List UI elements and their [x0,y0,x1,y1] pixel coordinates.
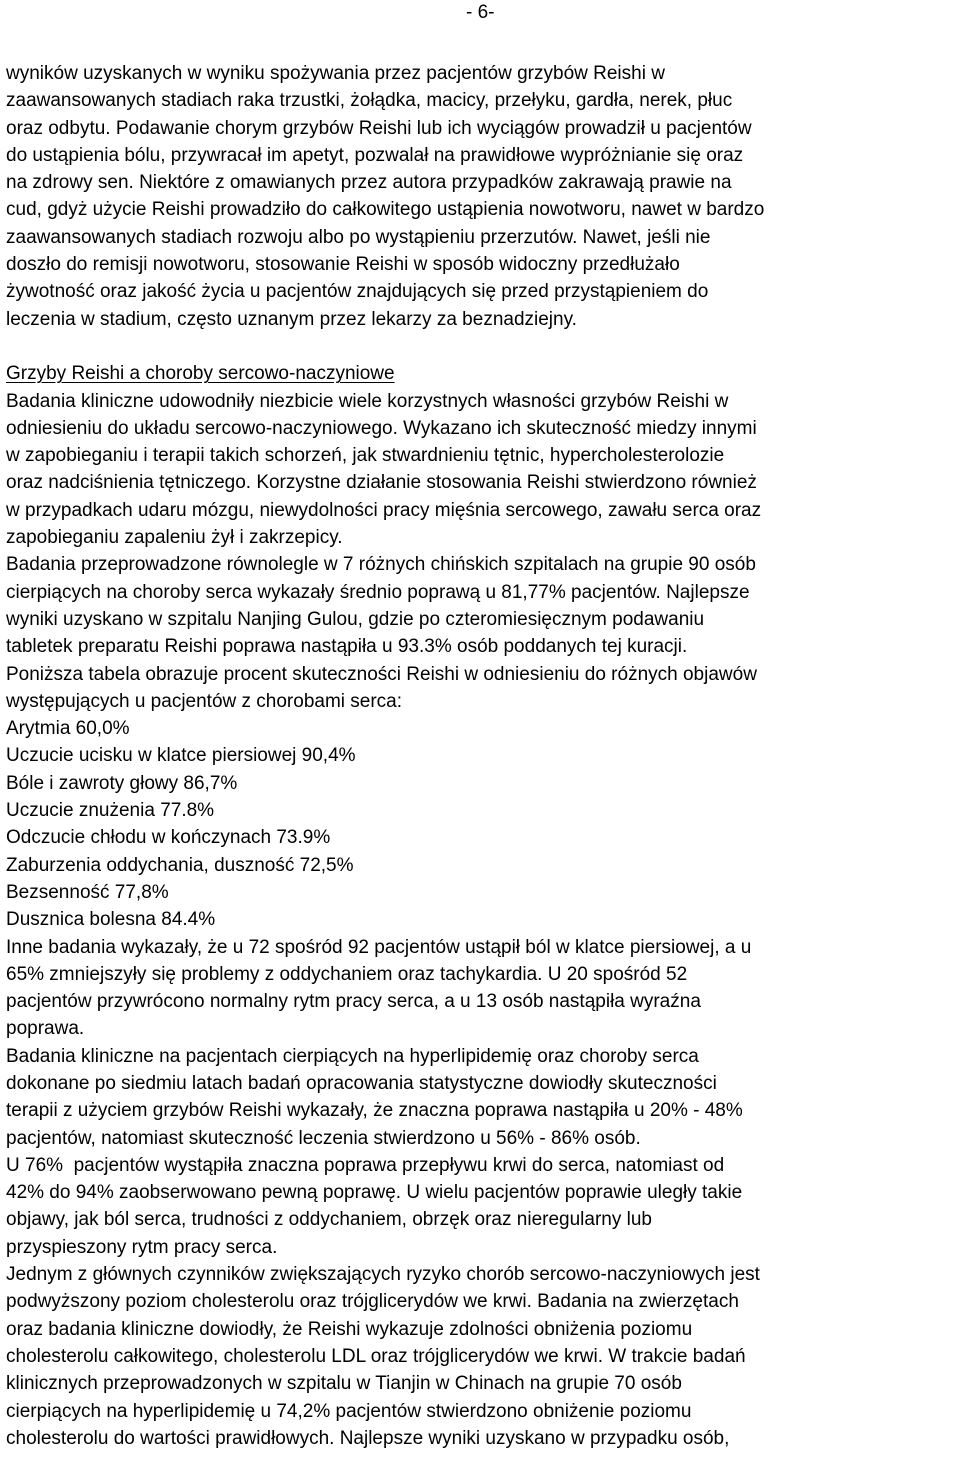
symptom-list-item: Dusznica bolesna 84.4% [6,909,216,931]
document-body [6,60,958,1452]
text-line: Badania kliniczne na pacjentach cierpiących na hyperlipidemię oraz choroby serca [6,1045,699,1067]
symptom-list-item: Uczucie znużenia 77.8% [6,800,215,822]
symptom-list-item: Zaburzenia oddychania, duszność 72,5% [6,854,354,876]
symptom-list-item: Arytmia 60,0% [6,718,130,740]
text-line: cholesterolu do wartości prawidłowych. Najlepsze wyniki uzyskano w przypadku osób, [6,1427,730,1449]
text-line: Inne badania wykazały, że u 72 spośród 92 pacjentów ustąpił ból w klatce piersiowej, a u [6,936,752,958]
text-line: cierpiących na hyperlipidemię u 74,2% pacjentów stwierdzono obniżenie poziomu [6,1400,692,1422]
text-line: oraz odbytu. Podawanie chorym grzybów Reishi lub ich wyciągów prowadził u pacjentów [6,117,752,139]
text-line: podwyższony poziom cholesterolu oraz trójglicerydów we krwi. Badania na zwierzętach [6,1291,739,1313]
section-cardiovascular [6,360,958,1452]
text-line: terapii z użyciem grzybów Reishi wykazały, że znaczna poprawa nastąpiła u 20% - 48% [6,1100,743,1122]
text-line: Poniższa tabela obrazuje procent skuteczności Reishi w odniesieniu do różnych objawów [6,663,757,685]
text-line: oraz badania kliniczne dowiodły, że Reishi wykazuje zdolności obniżenia poziomu [6,1318,693,1340]
text-line: cholesterolu całkowitego, cholesterolu LDL oraz trójglicerydów we krwi. W trakcie badań [6,1345,746,1367]
text-line: Badania kliniczne udowodniły niezbicie wiele korzystnych własności grzybów Reishi w [6,390,729,412]
text-line: występujących u pacjentów z chorobami serca: [6,690,403,712]
text-line: Badania przeprowadzone równolegle w 7 różnych chińskich szpitalach na grupie 90 osób [6,554,756,576]
text-line: żywotność oraz jakość życia u pacjentów znajdujących się przed przystąpieniem do [6,281,709,303]
paragraph-gap [6,333,958,360]
paragraph-intro [6,60,958,333]
text-line: zaawansowanych stadiach raka trzustki, żołądka, macicy, przełyku, gardła, nerek, płuc [6,90,733,112]
text-line: zapobieganiu zapaleniu żył i zakrzepicy. [6,527,343,549]
text-line: zaawansowanych stadiach rozwoju albo po wystąpieniu przerzutów. Nawet, jeśli nie [6,226,711,248]
symptom-list-item: Uczucie ucisku w klatce piersiowej 90,4% [6,745,356,767]
text-line: oraz nadciśnienia tętniczego. Korzystne działanie stosowania Reishi stwierdzono również [6,472,757,494]
text-line: odniesieniu do układu sercowo-naczyniowego. Wykazano ich skuteczność miedzy innymi [6,417,757,439]
text-line: objawy, jak ból serca, trudności z oddychaniem, obrzęk oraz nieregularny lub [6,1209,652,1231]
text-line: wyniki uzyskano w szpitalu Nanjing Gulou, gdzie po czteromiesięcznym podawaniu [6,608,705,630]
text-line: Jednym z głównych czynników zwiększających ryzyko chorób sercowo-naczyniowych jest [6,1264,760,1286]
text-line: przyspieszony rytm pracy serca. [6,1236,278,1258]
symptom-list-item: Bóle i zawroty głowy 86,7% [6,772,238,794]
section-heading: Grzyby Reishi a choroby sercowo-naczyniowe [6,363,395,385]
text-line: w przypadkach udaru mózgu, niewydolności pracy mięśnia sercowego, zawału serca oraz [6,499,762,521]
text-line: doszło do remisji nowotworu, stosowanie Reishi w sposób widoczny przedłużało [6,254,680,276]
text-line: w zapobieganiu i terapii takich schorzeń, jak stwardnieniu tętnic, hypercholesterolozie [6,445,725,467]
page-number: - 6- [466,2,495,23]
text-line: poprawa. [6,1018,85,1040]
text-line: tabletek preparatu Reishi poprawa nastąpiła u 93.3% osób poddanych tej kuracji. [6,636,688,658]
text-line: do ustąpienia bólu, przywracał im apetyt, pozwalał na prawidłowe wypróżnianie się oraz [6,144,744,166]
text-line: 65% zmniejszyły się problemy z oddychaniem oraz tachykardia. U 20 spośród 52 [6,963,688,985]
text-line: dokonane po siedmiu latach badań opracowania statystyczne dowiodły skuteczności [6,1072,717,1094]
text-line: U 76% pacjentów wystąpiła znaczna poprawa przepływu krwi do serca, natomiast od [6,1154,725,1176]
text-line: 42% do 94% zaobserwowano pewną poprawę. U wielu pacjentów poprawie uległy takie [6,1182,743,1204]
text-line: na zdrowy sen. Niektóre z omawianych przez autora przypadków zakrawają prawie na [6,172,732,194]
text-line: klinicznych przeprowadzonych w szpitalu w Tianjin w Chinach na grupie 70 osób [6,1373,682,1395]
text-line: cud, gdyż użycie Reishi prowadziło do całkowitego ustąpienia nowotworu, nawet w bardzo [6,199,765,221]
symptom-list-item: Odczucie chłodu w kończynach 73.9% [6,827,331,849]
text-line: leczenia w stadium, często uznanym przez lekarzy za beznadziejny. [6,308,577,330]
text-line: cierpiących na choroby serca wykazały średnio poprawą u 81,77% pacjentów. Najlepsze [6,581,750,603]
text-line: wyników uzyskanych w wyniku spożywania przez pacjentów grzybów Reishi w [6,63,665,84]
text-line: pacjentów przywrócono normalny rytm pracy serca, a u 13 osób nastąpiła wyraźna [6,991,701,1013]
symptom-list-item: Bezsenność 77,8% [6,881,169,903]
text-line: pacjentów, natomiast skuteczność leczenia stwierdzono u 56% - 86% osób. [6,1127,641,1149]
